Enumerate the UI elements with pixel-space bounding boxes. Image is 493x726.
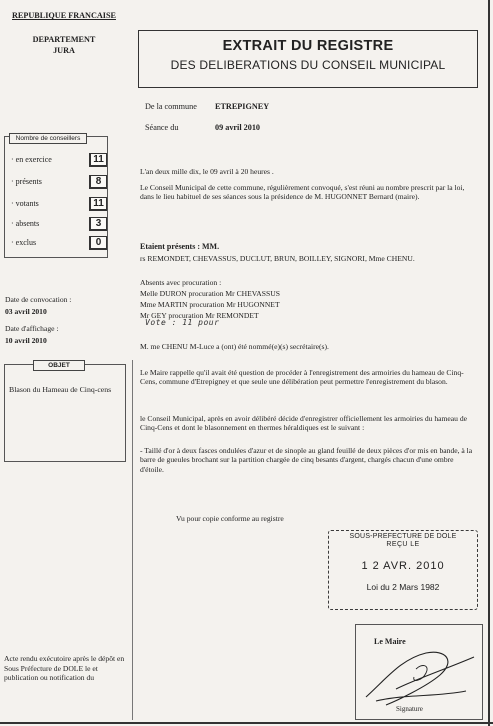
stamp-line1: SOUS-PREFECTURE DE DOLE	[349, 533, 457, 540]
header-left	[4, 10, 124, 57]
paragraph-1: Le Maire rappelle qu'il avait été question de procéder à l'enregistrement des armoiries du hameau de Cinq-Cens, commune d'Etrepigney et que seule une délibération peut permettre l'enregistrement du blason.	[140, 368, 464, 387]
stamp-law: Loi du 2 Mars 1982	[366, 582, 440, 592]
department-label: DEPARTEMENT	[32, 34, 96, 44]
stamp-date: 1 2 AVR. 2010	[361, 560, 445, 572]
conseillers-row	[11, 197, 107, 211]
procuration-2: Mme MARTIN procuration Mr HUGONNET	[140, 300, 280, 309]
row-value: 11	[89, 153, 107, 167]
row-value: 0	[89, 236, 107, 250]
conseillers-box	[4, 136, 108, 258]
presents-title: Etaient présents : MM.	[140, 242, 220, 251]
intro-text: L'an deux mille dix, le 09 avril à 20 heures .	[140, 167, 274, 176]
objet-box	[4, 364, 126, 462]
affichage-label: Date d'affichage :	[5, 324, 59, 333]
absents-title: Absents avec procuration :	[140, 278, 222, 287]
column-divider	[132, 360, 133, 720]
row-label: · absents	[11, 219, 40, 228]
paragraph-3: - Taillé d'or à deux fasces ondulées d'azur et de sinople au gland feuillé de deux pièces d'or mis en bande, à la barre de gueules brochant sur la partition chargée de cinq besants d'argent, chargés chacun d'une ombre d'étoile.	[140, 446, 473, 474]
row-label: · présents	[11, 177, 42, 186]
conseillers-row	[11, 153, 107, 167]
vu-pour-copie: Vu pour copie conforme au registre	[176, 514, 284, 523]
handwritten-vote-note: Vote : 11 pour	[145, 318, 220, 327]
commune-name: ETREPIGNEY	[215, 102, 270, 111]
commune-row	[145, 102, 270, 111]
row-label: · exclus	[11, 238, 37, 247]
department-name: JURA	[53, 46, 75, 55]
commune-label: De la commune	[145, 102, 197, 111]
seance-label: Séance du	[145, 123, 179, 132]
reception-stamp	[328, 530, 478, 610]
row-value: 3	[89, 217, 107, 231]
procuration-3: Mr GEY procuration Mr REMONDET	[140, 311, 259, 320]
procuration-1: Melle DURON procuration Mr CHEVASSUS	[140, 289, 280, 298]
conseillers-row	[11, 236, 107, 250]
title-line1: EXTRAIT DU REGISTRE	[222, 38, 394, 54]
row-value: 11	[89, 197, 107, 211]
objet-text: Blason du Hameau de Cinq-cens	[9, 385, 112, 394]
seance-date: 09 avril 2010	[215, 123, 261, 132]
maire-signature-box	[355, 624, 483, 720]
bottom-border	[0, 722, 493, 724]
conseillers-row	[11, 217, 107, 231]
executoire-text: Acte rendu exécutoire après le dépôt en Sous Préfecture de DOLE le et publication ou notification du	[4, 654, 125, 683]
signature-scribble	[356, 639, 484, 709]
objet-caption: OBJET	[33, 360, 85, 371]
republic-label: REPUBLIQUE FRANCAISE	[12, 11, 116, 20]
seance-row	[145, 123, 261, 132]
conseillers-row	[11, 175, 107, 189]
affichage-date: 10 avril 2010	[5, 336, 47, 345]
row-value: 8	[89, 175, 107, 189]
title-line2: DES DELIBERATIONS DU CONSEIL MUNICIPAL	[170, 58, 446, 72]
stamp-line2: REÇU LE	[386, 541, 420, 548]
convocation-label: Date de convocation :	[5, 295, 72, 304]
conseillers-caption: Nombre de conseillers	[9, 133, 87, 144]
presents-list: rs REMONDET, CHEVASSUS, DUCLUT, BRUN, BOILLEY, SIGNORI, Mme CHENU.	[140, 254, 415, 263]
title-box	[138, 30, 478, 88]
convocation-date: 03 avril 2010	[5, 307, 47, 316]
right-border	[488, 0, 490, 726]
row-label: · en exercice	[11, 155, 52, 164]
signature-label: Signature	[396, 705, 423, 713]
convocation-text: Le Conseil Municipal de cette commune, régulièrement convoqué, s'est réuni au nombre prescrit par la loi, dans le lieu habituel de ses séances sous la présidence de M. HUGONNET Bernard (maire).	[140, 183, 465, 202]
row-label: · votants	[11, 199, 39, 208]
maire-title: Le Maire	[374, 637, 406, 646]
paragraph-2: le Conseil Municipal, après en avoir délibéré décide d'enregistrer officiellement les armoiries du hameau de Cinq-Cens et dont le blasonnement en thermes héraldiques est le suivant :	[140, 414, 468, 433]
secretaire-text: M. me CHENU M-Luce a (ont) été nommé(e)(s) secrétaire(s).	[140, 342, 329, 351]
